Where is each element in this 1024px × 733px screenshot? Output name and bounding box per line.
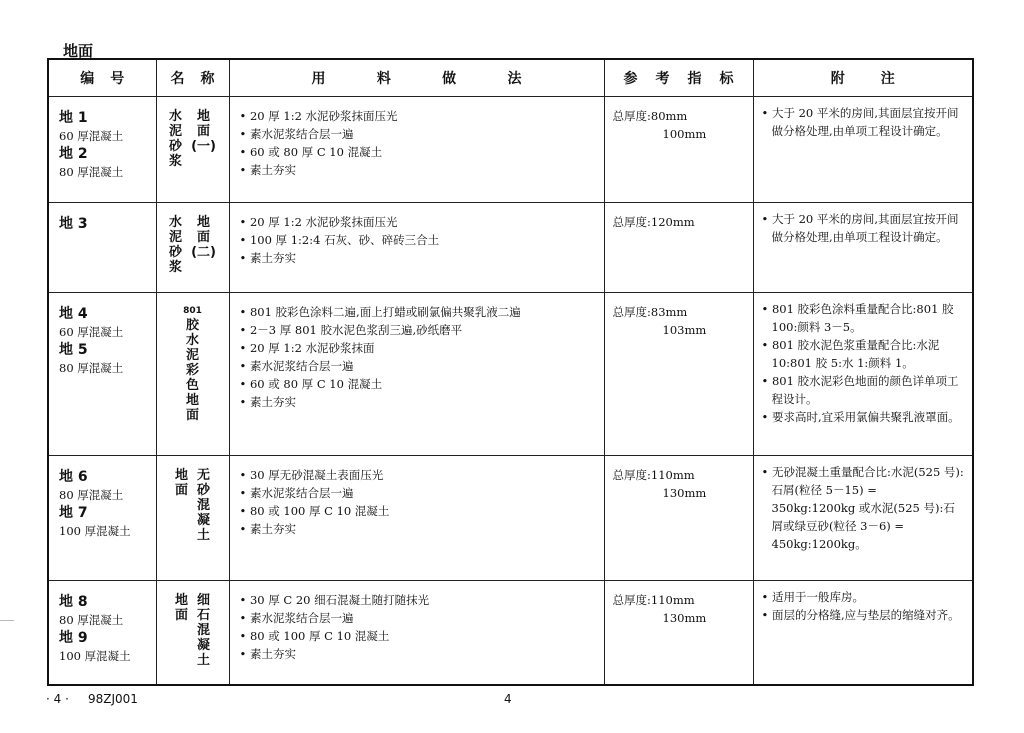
header-char: 号 bbox=[110, 71, 125, 87]
method-step: • 20 厚 1:2 水泥砂浆抹面压光 bbox=[240, 107, 604, 125]
header-char: 标 bbox=[719, 71, 734, 87]
name-column bbox=[197, 593, 210, 668]
row-code-desc: 80 厚混凝土 bbox=[59, 613, 124, 627]
name-char: 面 bbox=[185, 408, 199, 423]
table-row bbox=[48, 456, 973, 581]
reference-value: 103mm bbox=[662, 323, 707, 337]
row-code-desc: 60 厚混凝土 bbox=[59, 325, 124, 339]
table-row bbox=[48, 293, 973, 456]
name-cell bbox=[156, 456, 229, 581]
name-char: 地 bbox=[185, 393, 199, 408]
method-step: • 801 胶彩色涂料二遍,面上打蜡或刷氯偏共聚乳液二遍 bbox=[240, 303, 604, 321]
name-char: 凝 bbox=[197, 513, 211, 528]
reference-cell bbox=[604, 581, 753, 685]
name-char: 砂 bbox=[169, 245, 183, 260]
note-item: • 要求高时,宜采用氯偏共聚乳液罩面。 bbox=[762, 408, 965, 426]
method-step: • 80 或 100 厚 C 10 混凝土 bbox=[240, 502, 604, 520]
name-cell bbox=[156, 293, 229, 456]
name-columns bbox=[157, 581, 229, 668]
table-row bbox=[48, 581, 973, 685]
header-char: 注 bbox=[880, 71, 895, 87]
row-code: 地 7 bbox=[59, 505, 88, 521]
name-char: 水 bbox=[185, 333, 199, 348]
code-list bbox=[49, 581, 156, 665]
name-char: 凝 bbox=[197, 638, 211, 653]
name-char: 地 bbox=[174, 593, 188, 608]
name-char: 细 bbox=[197, 593, 211, 608]
code-cell bbox=[48, 97, 156, 203]
reference-cell bbox=[604, 203, 753, 293]
reference-values bbox=[605, 203, 753, 231]
method-step: • 素土夯实 bbox=[240, 393, 604, 411]
row-code: 地 1 bbox=[59, 110, 88, 126]
row-code-desc: 80 厚混凝土 bbox=[59, 488, 124, 502]
note-item: • 801 胶水泥彩色地面的颜色详单项工程设计。 bbox=[762, 372, 965, 408]
header-char: 指 bbox=[687, 71, 702, 87]
note-item: • 801 胶彩色涂料重量配合比:801 胶 100:颜料 3－5。 bbox=[762, 300, 965, 336]
spec-table bbox=[47, 58, 974, 686]
name-char: 色 bbox=[185, 378, 199, 393]
method-step: • 60 或 80 厚 C 10 混凝土 bbox=[240, 375, 604, 393]
header-char: 附 bbox=[830, 71, 845, 87]
row-code: 地 3 bbox=[59, 216, 88, 232]
method-steps bbox=[230, 97, 604, 179]
code-list bbox=[49, 293, 156, 377]
method-step: • 素土夯实 bbox=[240, 520, 604, 538]
name-column bbox=[169, 215, 182, 275]
note-item: • 无砂混凝土重量配合比:水泥(525 号):石屑(粒径 5－15) = 350kg:1200kg 或水泥(525 号):石屑或绿豆砂(粒径 3－6) = 450kg:1200kg。 bbox=[762, 463, 965, 553]
note-item: • 适用于一般库房。 bbox=[762, 588, 965, 606]
name-char: (一) bbox=[191, 139, 216, 154]
footer-left bbox=[46, 692, 138, 706]
reference-values bbox=[605, 581, 753, 627]
row-code: 地 5 bbox=[59, 342, 88, 358]
name-cell bbox=[156, 203, 229, 293]
reference-cell bbox=[604, 456, 753, 581]
method-step: • 100 厚 1:2:4 石灰、砂、碎砖三合土 bbox=[240, 231, 604, 249]
method-steps bbox=[230, 203, 604, 267]
method-step: • 素水泥浆结合层一遍 bbox=[240, 125, 604, 143]
name-columns bbox=[157, 456, 229, 543]
code-list bbox=[49, 456, 156, 540]
name-char: 胶 bbox=[185, 318, 199, 333]
code-cell bbox=[48, 203, 156, 293]
method-step: • 素水泥浆结合层一遍 bbox=[240, 484, 604, 502]
code-list bbox=[49, 97, 156, 181]
row-code: 地 8 bbox=[59, 594, 88, 610]
name-column bbox=[197, 468, 210, 543]
notes-cell bbox=[753, 293, 973, 456]
row-code: 地 6 bbox=[59, 469, 88, 485]
doc-code: 98ZJ001 bbox=[87, 692, 138, 706]
name-column bbox=[169, 109, 182, 169]
header-char: 法 bbox=[507, 71, 522, 87]
name-cell bbox=[156, 581, 229, 685]
section-title: 地面 bbox=[63, 42, 94, 60]
name-char: 浆 bbox=[169, 154, 183, 169]
name-char: 彩 bbox=[185, 363, 199, 378]
page-label: · 4 · bbox=[46, 692, 69, 706]
name-char: 水 bbox=[169, 109, 183, 124]
name-char: 面 bbox=[197, 124, 211, 139]
name-char: 泥 bbox=[185, 348, 199, 363]
method-step: • 30 厚 C 20 细石混凝土随打随抹光 bbox=[240, 591, 604, 609]
name-char: 泥 bbox=[169, 124, 183, 139]
name-char: 浆 bbox=[169, 260, 183, 275]
header-reference bbox=[604, 59, 753, 97]
header-code bbox=[48, 59, 156, 97]
reference-values bbox=[605, 97, 753, 143]
reference-value: 总厚度:110mm bbox=[612, 593, 695, 607]
header-char: 用 bbox=[311, 71, 326, 87]
note-item: • 大于 20 平米的房间,其面层宜按开间做分格处理,由单项工程设计确定。 bbox=[762, 210, 965, 246]
row-code: 地 2 bbox=[59, 146, 88, 162]
name-char: 水 bbox=[169, 215, 183, 230]
reference-value: 130mm bbox=[662, 486, 707, 500]
name-column bbox=[175, 593, 188, 668]
name-column bbox=[191, 109, 216, 169]
name-char: 面 bbox=[174, 608, 188, 623]
reference-values bbox=[605, 456, 753, 502]
name-char: 无 bbox=[197, 468, 211, 483]
method-steps bbox=[230, 456, 604, 538]
name-char: 地 bbox=[197, 215, 211, 230]
reference-cell bbox=[604, 97, 753, 203]
method-step: • 素土夯实 bbox=[240, 645, 604, 663]
method-step: • 素土夯实 bbox=[240, 161, 604, 179]
method-step: • 60 或 80 厚 C 10 混凝土 bbox=[240, 143, 604, 161]
reference-value: 130mm bbox=[662, 611, 707, 625]
row-code: 地 9 bbox=[59, 630, 88, 646]
name-char: 地 bbox=[197, 109, 211, 124]
reference-cell bbox=[604, 293, 753, 456]
name-char: 土 bbox=[197, 528, 211, 543]
table-row bbox=[48, 203, 973, 293]
method-cell bbox=[229, 581, 604, 685]
note-item: • 面层的分格缝,应与垫层的缩缝对齐。 bbox=[762, 606, 965, 624]
header-method bbox=[229, 59, 604, 97]
name-char: 混 bbox=[197, 498, 211, 513]
name-column bbox=[183, 305, 202, 423]
reference-value: 总厚度:110mm bbox=[612, 468, 695, 482]
name-char: 面 bbox=[197, 230, 211, 245]
header-char: 考 bbox=[655, 71, 670, 87]
notes-cell bbox=[753, 97, 973, 203]
method-step: • 素水泥浆结合层一遍 bbox=[240, 357, 604, 375]
code-cell bbox=[48, 456, 156, 581]
name-column bbox=[175, 468, 188, 543]
method-cell bbox=[229, 293, 604, 456]
reference-value: 总厚度:80mm bbox=[612, 109, 688, 123]
name-char: 砂 bbox=[197, 483, 211, 498]
row-code: 地 4 bbox=[59, 306, 88, 322]
name-char: 面 bbox=[174, 483, 188, 498]
reference-value: 总厚度:83mm bbox=[612, 305, 688, 319]
header-notes bbox=[753, 59, 973, 97]
header-char: 参 bbox=[623, 71, 638, 87]
name-columns bbox=[157, 293, 229, 423]
method-step: • 20 厚 1:2 水泥砂浆抹面压光 bbox=[240, 213, 604, 231]
notes-list bbox=[754, 456, 973, 553]
name-cell bbox=[156, 97, 229, 203]
notes-cell bbox=[753, 581, 973, 685]
method-step: • 80 或 100 厚 C 10 混凝土 bbox=[240, 627, 604, 645]
code-cell bbox=[48, 581, 156, 685]
reference-values bbox=[605, 293, 753, 339]
page-number: 4 bbox=[504, 692, 512, 706]
header-char: 料 bbox=[376, 71, 391, 87]
header-char: 编 bbox=[80, 71, 95, 87]
code-list bbox=[49, 203, 156, 233]
name-columns bbox=[157, 97, 229, 169]
name-char: 土 bbox=[197, 653, 211, 668]
name-char: 砂 bbox=[169, 139, 183, 154]
notes-list bbox=[754, 97, 973, 140]
row-code-desc: 80 厚混凝土 bbox=[59, 165, 124, 179]
method-step: • 2－3 厚 801 胶水泥色浆刮三遍,砂纸磨平 bbox=[240, 321, 604, 339]
reference-value: 100mm bbox=[662, 127, 707, 141]
method-step: • 20 厚 1:2 水泥砂浆抹面 bbox=[240, 339, 604, 357]
code-cell bbox=[48, 293, 156, 456]
name-char: 石 bbox=[197, 608, 211, 623]
row-code-desc: 60 厚混凝土 bbox=[59, 129, 124, 143]
margin-mark bbox=[0, 620, 14, 621]
method-steps bbox=[230, 581, 604, 663]
method-step: • 素土夯实 bbox=[240, 249, 604, 267]
header-row bbox=[48, 59, 973, 97]
header-char: 称 bbox=[200, 71, 215, 87]
name-column bbox=[191, 215, 216, 275]
notes-cell bbox=[753, 456, 973, 581]
header-char: 做 bbox=[442, 71, 457, 87]
notes-list bbox=[754, 203, 973, 246]
header-name bbox=[156, 59, 229, 97]
method-step: • 30 厚无砂混凝土表面压光 bbox=[240, 466, 604, 484]
method-steps bbox=[230, 293, 604, 411]
name-char: (二) bbox=[191, 245, 216, 260]
notes-list bbox=[754, 293, 973, 426]
notes-cell bbox=[753, 203, 973, 293]
name-char: 801 bbox=[183, 306, 202, 316]
notes-list bbox=[754, 581, 973, 624]
reference-value: 总厚度:120mm bbox=[612, 215, 695, 229]
note-item: • 801 胶水泥色浆重量配合比:水泥 10:801 胶 5:水 1:颜料 1。 bbox=[762, 336, 965, 372]
method-step: • 素水泥浆结合层一遍 bbox=[240, 609, 604, 627]
row-code-desc: 100 厚混凝土 bbox=[59, 649, 131, 663]
row-code-desc: 100 厚混凝土 bbox=[59, 524, 131, 538]
name-char: 地 bbox=[174, 468, 188, 483]
table-row bbox=[48, 97, 973, 203]
name-columns bbox=[157, 203, 229, 275]
name-char: 混 bbox=[197, 623, 211, 638]
method-cell bbox=[229, 97, 604, 203]
row-code-desc: 80 厚混凝土 bbox=[59, 361, 124, 375]
method-cell bbox=[229, 203, 604, 293]
header-char: 名 bbox=[170, 71, 185, 87]
note-item: • 大于 20 平米的房间,其面层宜按开间做分格处理,由单项工程设计确定。 bbox=[762, 104, 965, 140]
method-cell bbox=[229, 456, 604, 581]
name-char: 泥 bbox=[169, 230, 183, 245]
